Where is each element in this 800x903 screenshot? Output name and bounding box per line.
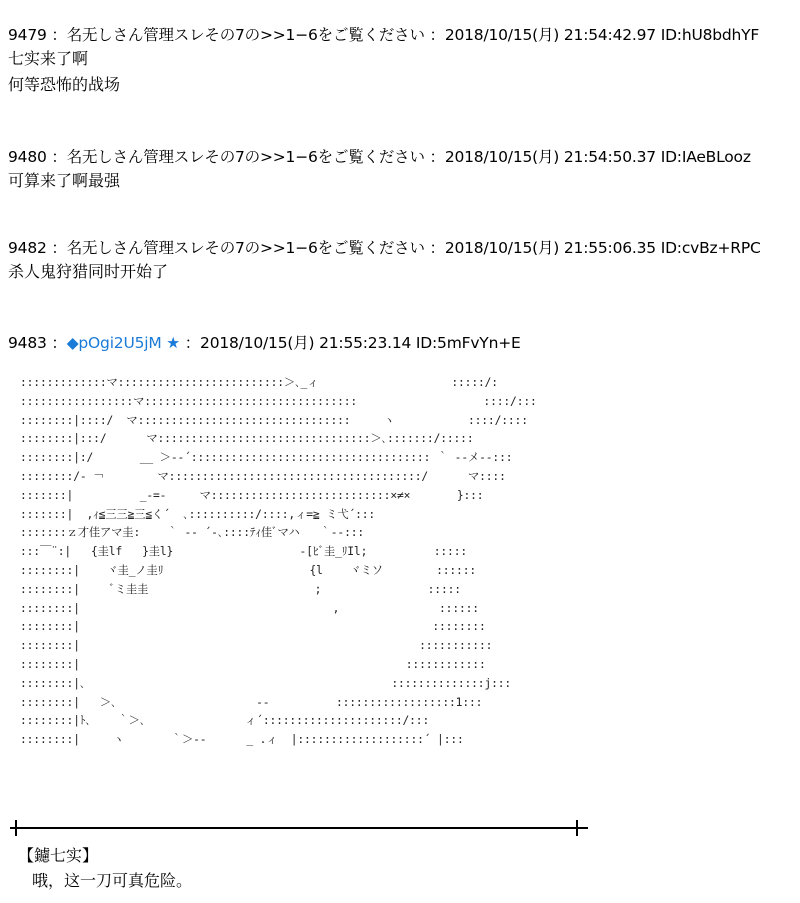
post-body-line: 何等恐怖的战场 [8,75,121,94]
ascii-art: :::::::::::::マ:::::::::::::::::::::::::＞､_ィ :::::/: :::::::::::::::::マ:::::::::::::::::::::::::::::::: ::::/::: ::::::::|::::/ マ:::::::::::::::::::::::::::::::: ヽ ::::/:::: ::::::::|:::/ マ::::::::::::::::::::::::::::::::＞､:::::::/::::: ::::::::|:/ __ ＞‐‐´:::::::::::::::::::::::::::::::::::: ｀ ‐‐メ‐‐::: ::::::::/‐ ￢ マ::::::::::::::::::::::::::::::::::::::/ マ:::: :::::::| _-=- マ:::::::::::::::::::::::::::×≠× }::: :::::::| ,ｨ≦三三≧三≦く´ ､::::::::::/::::,ィ=≧ ミ弋´::: :::::::ｚ才佳アマ圭: ｀ ‐‐ ´‐､::::ﾃｨ佳ﾞマハ ｀‐‐::: :::￣¨:| {圭lf }圭l} ‐[ﾋﾞ圭_ﾘIl; ::::: ::::::::| ヾ圭_ノ圭ﾘ {l ヾミソ :::::: ::::::::| ﾞミ圭圭 ; ::::: ::::::::| , :::::: ::::::::| :::::::: ::::::::| ::::::::::: ::::::::| :::::::::::: ::::::::|､ ::::::::::::::j::: ::::::::| ＞､ ‐‐ ::::::::::::::::::1::: ::::::::|ﾄ､ ｀＞､ ィ´:::::::::::::::::::::/::: ::::::::| ヽ ｀＞‐‐ _ .ィ |:::::::::::::::::::´ |::: [20,376,537,747]
post-time: 21:54:50.37 [563,148,656,166]
post-date: 2018/10/15(月) [444,26,560,44]
post-time: 21:54:42.97 [563,26,656,44]
poster-id[interactable]: ID:5mFvYn+E [415,334,521,352]
post-number[interactable]: 9483 [8,334,47,352]
post-body-line: 七实来了啊 [8,49,89,68]
post-body-line: 杀人鬼狩猎同时开始了 [8,262,169,281]
post-time: 21:55:06.35 [563,239,656,257]
post-separator: ： [429,26,445,44]
poster-id[interactable]: ID:cvBz+RPC [660,239,761,257]
scene-divider [0,816,600,840]
post-header [8,24,792,46]
speech-line: 哦，这一刀可真危险。 [32,871,193,890]
post-number[interactable]: 9479 [8,26,47,44]
post-separator: ： [51,26,67,44]
post-9479 [8,24,792,98]
post-body-line: 可算来了啊最强 [8,171,121,190]
post-9483 [8,332,792,354]
post-number[interactable]: 9480 [8,148,47,166]
post-header [8,237,792,259]
post-header [8,146,792,168]
poster-id[interactable]: ID:IAeBLooz [660,148,751,166]
post-header [8,332,792,354]
post-separator: ： [184,334,201,352]
poster-name: 名无しさん管理スレその7の>>1−6をご覧ください [66,148,425,166]
post-9482 [8,237,792,285]
post-separator: ： [51,148,67,166]
post-date: 2018/10/15(月) [200,334,315,352]
post-time: 21:55:23.14 [319,334,412,352]
post-date: 2018/10/15(月) [444,239,560,257]
post-separator: ： [51,239,67,257]
post-date: 2018/10/15(月) [444,148,560,166]
post-number[interactable]: 9482 [8,239,47,257]
post-separator: ： [429,239,445,257]
post-separator: ： [429,148,445,166]
speaker-label: 【鑢七实】 [18,846,99,865]
poster-id[interactable]: ID:hU8bdhYF [660,26,760,44]
post-separator: ： [51,334,67,352]
poster-name: 名无しさん管理スレその7の>>1−6をご覧ください [66,239,425,257]
author-trip: ◆pOgi2U5jM ★ [66,334,180,352]
post-9480 [8,146,792,194]
poster-name: 名无しさん管理スレその7の>>1−6をご覧ください [66,26,425,44]
